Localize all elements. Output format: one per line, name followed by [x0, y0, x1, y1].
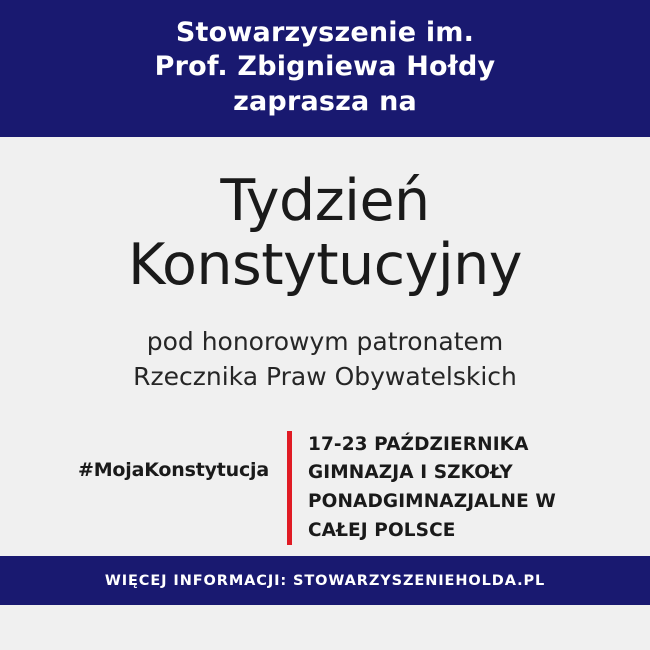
header-line-3: zaprasza na [233, 85, 417, 117]
header-line-2: Prof. Zbigniewa Hołdy [154, 51, 496, 83]
event-details [308, 431, 556, 546]
title-line-2: Konstytucyjny [127, 232, 523, 299]
header-line-1: Stowarzyszenie im. [175, 17, 475, 48]
title-line-1: Tydzień [220, 167, 430, 234]
header-banner [0, 0, 650, 137]
event-details-line-1: 17-23 PAŹDZIERNIKA [307, 433, 529, 455]
hashtag-label: #MojaKonstytucja [78, 458, 269, 481]
footer-banner: WIĘCEJ INFORMACJI: STOWARZYSZENIEHOLDA.PL [0, 556, 650, 605]
page-subtitle [133, 324, 517, 395]
details-row [0, 431, 650, 546]
event-details-line-4: CAŁEJ POLSCE [307, 519, 456, 541]
footer-spacer [0, 605, 650, 650]
page-title [128, 169, 522, 298]
event-details-line-2: GIMNAZJA I SZKOŁY [307, 462, 513, 484]
event-details-line-3: PONADGIMNAZJALNE W [307, 491, 556, 512]
poster-body [0, 137, 650, 556]
red-divider-bar [287, 431, 292, 546]
subtitle-line-1: pod honorowym patronatem [146, 326, 504, 356]
subtitle-line-2: Rzecznika Praw Obywatelskich [133, 362, 517, 392]
